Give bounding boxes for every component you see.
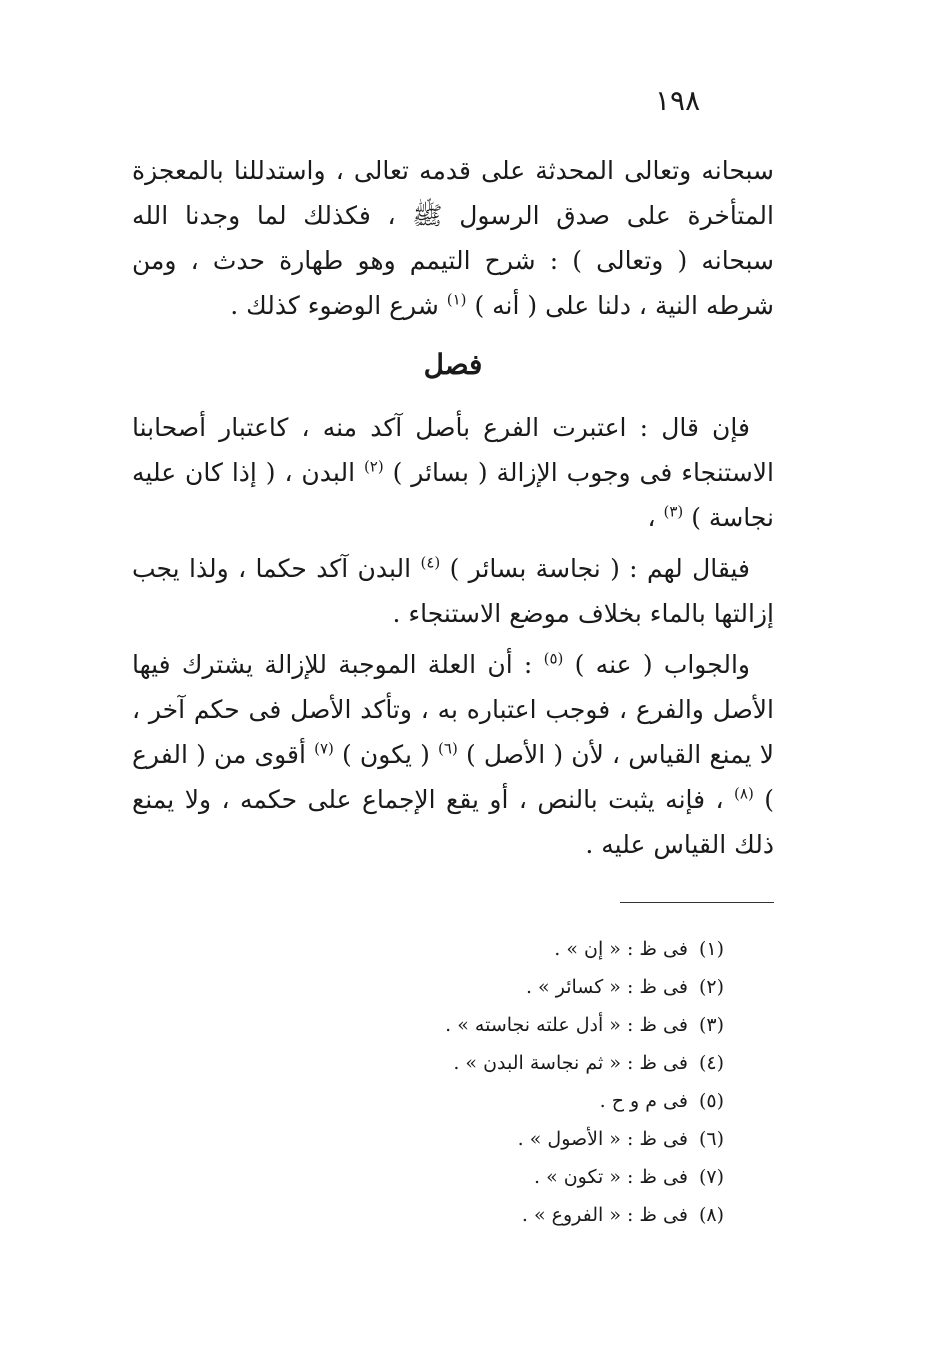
footnote-8 xyxy=(300,1196,724,1234)
page-number: ١٩٨ xyxy=(655,84,701,117)
paragraph-4-text-c: أقوى من ( الفرع ) xyxy=(132,740,774,814)
footnote-ref-1: (١) xyxy=(446,290,467,309)
footnote-text: فى ظ : « كسائر » . xyxy=(525,976,688,998)
footnotes-list xyxy=(300,930,724,1234)
footnote-6 xyxy=(300,1120,724,1158)
footnote-4 xyxy=(300,1044,724,1082)
paragraph-3 xyxy=(132,546,774,636)
footnote-divider xyxy=(620,902,774,903)
footnote-text: فى ظ : « ثم نجاسة البدن » . xyxy=(453,1052,688,1074)
paragraph-1 xyxy=(132,148,774,328)
footnote-ref-2: (٢) xyxy=(363,457,384,476)
paragraph-1-text-end: شرع الوضوء كذلك . xyxy=(230,291,447,320)
footnote-3 xyxy=(300,1006,724,1044)
footnote-number: (٦) xyxy=(698,1128,724,1150)
footnote-number: (٢) xyxy=(698,976,724,998)
footnote-number: (٧) xyxy=(698,1166,724,1188)
footnote-text: فى ظ : « تكون » . xyxy=(533,1166,688,1188)
footnote-number: (٨) xyxy=(698,1204,724,1226)
footnote-text: فى ظ : « الأصول » . xyxy=(517,1128,688,1150)
footnote-7 xyxy=(300,1158,724,1196)
paragraph-1-text: سبحانه وتعالى المحدثة على قدمه تعالى ، واستدللنا بالمعجزة المتأخرة على صدق الرسول ﷺ ، فكذلك لما وجدنا الله سبحانه ( وتعالى ) : شرح التيمم وهو طهارة حدث ، ومن شرطه النية ، دلنا على ( أنه ) xyxy=(132,156,774,320)
footnote-number: (٥) xyxy=(698,1090,724,1112)
section-heading: فصل xyxy=(423,348,483,381)
footnote-1 xyxy=(300,930,724,968)
footnote-ref-4: (٤) xyxy=(420,553,441,572)
paragraph-4-text: والجواب ( عنه ) xyxy=(563,650,751,679)
paragraph-2-text: فإن قال : اعتبرت الفرع بأصل آكد منه ، كاعتبار أصحابنا الاستنجاء فى وجوب الإزالة ( بسائر ) xyxy=(132,413,774,487)
footnote-ref-6: (٦) xyxy=(438,739,458,758)
paragraph-4 xyxy=(132,642,774,867)
paragraph-4-text-b: ( يكون ) xyxy=(333,740,439,769)
paragraph-2-text-mid: البدن ، ( إذا كان عليه نجاسة ) xyxy=(132,458,774,532)
paragraph-4-text-a: : أن العلة الموجبة للإزالة يشترك فيها الأصل والفرع ، فوجب اعتباره به ، وتأكد الأصل فى حكم آخر ، لا يمنع القياس ، لأن ( الأصل ) xyxy=(132,650,774,769)
footnote-ref-8: (٨) xyxy=(734,784,754,803)
footnote-number: (٣) xyxy=(698,1014,724,1036)
paragraph-2 xyxy=(132,405,774,540)
main-text xyxy=(132,148,774,867)
paragraph-3-text-end: البدن آكد حكما ، ولذا يجب إزالتها بالماء بخلاف موضع الاستنجاء . xyxy=(132,554,774,628)
footnote-2 xyxy=(300,968,724,1006)
footnote-ref-5: (٥) xyxy=(543,649,564,668)
paragraph-3-text: فيقال لهم : ( نجاسة بسائر ) xyxy=(440,554,750,583)
footnote-text: فى ظ : « أدل علته نجاسته » . xyxy=(445,1014,688,1036)
footnote-text: فى م و ح . xyxy=(599,1090,688,1112)
footnote-text: فى ظ : « الفروع » . xyxy=(521,1204,688,1226)
footnote-text: فى ظ : « إن » . xyxy=(554,938,688,960)
paragraph-2-text-end: ، xyxy=(647,503,664,532)
footnote-number: (٤) xyxy=(698,1052,724,1074)
footnote-5 xyxy=(300,1082,724,1120)
footnote-ref-7: (٧) xyxy=(314,739,334,758)
footnote-ref-3: (٣) xyxy=(663,502,684,521)
paragraph-4-text-end: ، فإنه يثبت بالنص ، أو يقع الإجماع على حكمه ، ولا يمنع ذلك القياس عليه . xyxy=(132,785,774,859)
footnote-number: (١) xyxy=(698,938,724,960)
